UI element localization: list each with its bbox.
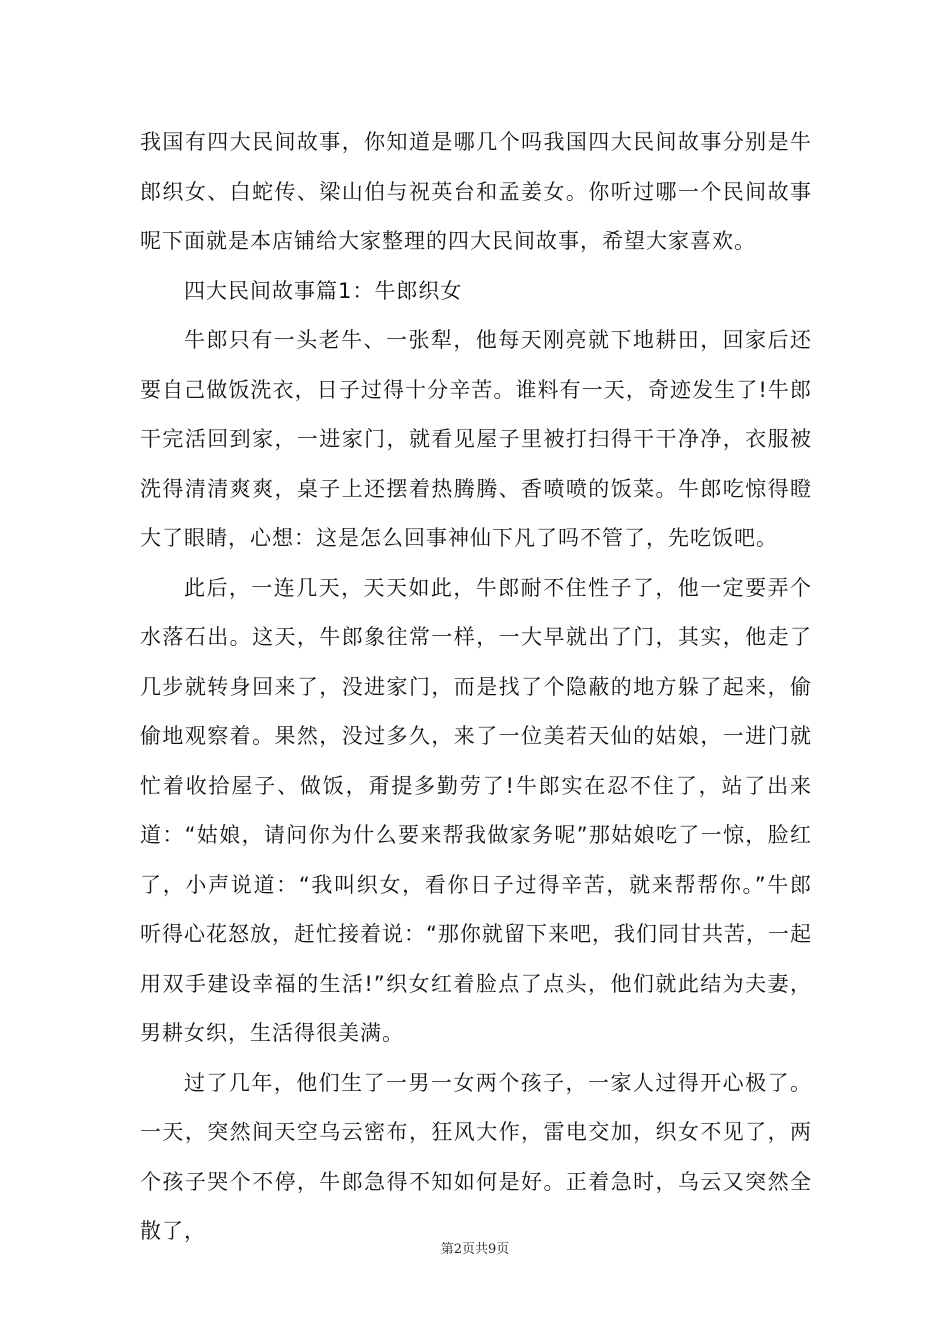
intro-paragraph: 我国有四大民间故事，你知道是哪几个吗我国四大民间故事分别是牛郎织女、白蛇传、梁山伯与祝英台和孟姜女。你听过哪一个民间故事呢下面就是本店铺给大家整理的四大民间故事，希望大家喜欢。	[140, 130, 812, 253]
story-paragraph-3: 过了几年，他们生了一男一女两个孩子，一家人过得开心极了。一天，突然间天空乌云密布，狂风大作，雷电交加，织女不见了，两个孩子哭个不停，牛郎急得不知如何是好。正着急时，乌云又突然全散了，	[140, 1070, 812, 1243]
story-paragraph-1: 牛郎只有一头老牛、一张犁，他每天刚亮就下地耕田，回家后还要自己做饭洗衣，日子过得十分辛苦。谁料有一天，奇迹发生了!牛郎干完活回到家，一进家门，就看见屋子里被打扫得干干净净，衣服被洗得清清爽爽，桌子上还摆着热腾腾、香喷喷的饭菜。牛郎吃惊得瞪大了眼睛，心想：这是怎么回事神仙下凡了吗不管了，先吃饭吧。	[140, 328, 812, 550]
section-heading: 四大民间故事篇1：牛郎织女	[184, 278, 463, 303]
story-paragraph-2: 此后，一连几天，天天如此，牛郎耐不住性子了，他一定要弄个水落石出。这天，牛郎象往常一样，一大早就出了门，其实，他走了几步就转身回来了，没进家门，而是找了个隐蔽的地方躲了起来，偷偷地观察着。果然，没过多久，来了一位美若天仙的姑娘，一进门就忙着收拾屋子、做饭，甭提多勤劳了!牛郎实在忍不住了，站了出来道：“姑娘，请问你为什么要来帮我做家务呢”那姑娘吃了一惊，脸红了，小声说道：“我叫织女，看你日子过得辛苦，就来帮帮你。”牛郎听得心花怒放，赶忙接着说：“那你就留下来吧，我们同甘共苦，一起用双手建设幸福的生活!”织女红着脸点了点头，他们就此结为夫妻，男耕女织，生活得很美满。	[140, 575, 812, 1045]
page-footer: 第2页共9页	[440, 1242, 510, 1257]
document-body	[140, 118, 812, 1257]
